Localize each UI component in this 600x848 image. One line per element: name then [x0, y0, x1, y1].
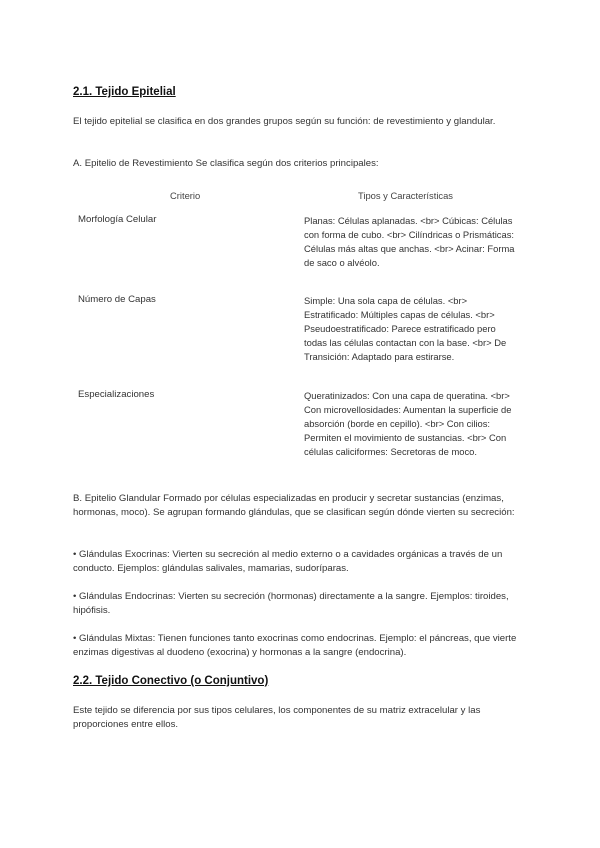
revestimiento-heading: A. Epitelio de Revestimiento Se clasifica según dos criterios principales:: [73, 158, 379, 169]
table-header-tipos: Tipos y Características: [358, 190, 453, 201]
table-cell-tipos: Queratinizados: Con una capa de queratina. <br> Con microvellosidades: Aumentan la superficie de absorción (borde en cepillo). <br> Con cilios: Permiten el movimiento de sustancias. <br> Con células caliciformes: Secretoras de moco.: [304, 390, 512, 458]
bullet-mixtas: • Glándulas Mixtas: Tienen funciones tanto exocrinas como endocrinas. Ejemplo: el páncreas, que vierte enzimas digestivas al duodeno (exocrina) y hormonas a la sangre (endocrina).: [73, 633, 517, 658]
table-header-criterio: Criterio: [170, 190, 201, 201]
table-cell-tipos: Planas: Células aplanadas. <br> Cúbicas: Células con forma de cubo. <br> Cilíndricas o Prismáticas: Células más altas que anchas. <br> Acinar: Forma de saco o alvéolo.: [304, 215, 515, 269]
table-cell-criterio: Número de Capas: [78, 294, 156, 305]
table-cell-criterio: Morfología Celular: [78, 214, 157, 225]
glandular-paragraph: B. Epitelio Glandular Formado por células especializadas en producir y secretar sustancias (enzimas, hormonas, moco). Se agrupan formando glándulas, que se clasifican según dónde vierten su secreción:: [73, 493, 515, 518]
conectivo-intro-paragraph: Este tejido se diferencia por sus tipos celulares, los componentes de su matriz extracelular y las proporciones entre ellos.: [73, 705, 481, 730]
section-title-tejido-conectivo: 2.2. Tejido Conectivo (o Conjuntivo): [73, 675, 269, 687]
table-cell-criterio: Especializaciones: [78, 389, 155, 400]
bullet-endocrinas: • Glándulas Endocrinas: Vierten su secreción (hormonas) directamente a la sangre. Ejemplos: tiroides, hipófisis.: [73, 591, 509, 616]
epitelial-intro-paragraph: El tejido epitelial se clasifica en dos grandes grupos según su función: de revestimiento y glandular.: [73, 116, 496, 127]
bullet-exocrinas: • Glándulas Exocrinas: Vierten su secreción al medio externo o a cavidades orgánicas a través de un conducto. Ejemplos: glándulas salivales, mamarias, sudoríparas.: [73, 549, 503, 574]
section-title-tejido-epitelial: 2.1. Tejido Epitelial: [73, 86, 176, 98]
table-cell-tipos: Simple: Una sola capa de células. <br> Estratificado: Múltiples capas de células. <br> Pseudoestratificado: Parece estratificado pero todas las células contactan con la base. <br> De Transición: Adaptado para estirarse.: [304, 295, 507, 363]
